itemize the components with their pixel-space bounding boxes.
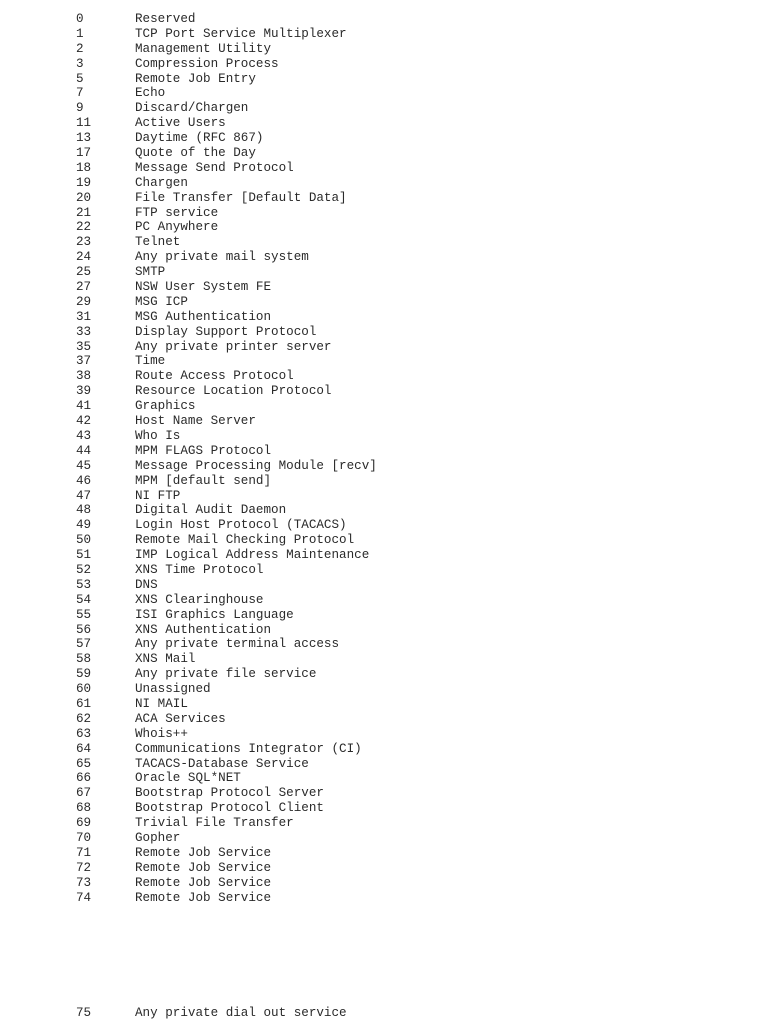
port-row [0,280,768,295]
port-row [0,429,768,444]
port-number: 71 [76,845,92,860]
port-service: XNS Mail [135,652,196,667]
port-number: 9 [76,101,84,116]
port-row [0,354,768,369]
port-row [0,161,768,176]
port-service: Any private mail system [135,250,309,265]
port-row [0,771,768,786]
port-number: 43 [76,428,92,443]
port-row [0,206,768,221]
port-row [0,682,768,697]
port-service: Remote Job Service [135,860,272,875]
port-number: 53 [76,577,92,592]
port-row [0,757,768,772]
port-service: Remote Mail Checking Protocol [135,533,355,548]
port-service: Remote Job Service [135,875,272,890]
port-row [0,220,768,235]
port-row-last [0,1006,768,1021]
port-service: FTP service [135,205,219,220]
port-number: 65 [76,756,92,771]
port-service: MPM FLAGS Protocol [135,443,272,458]
port-number: 47 [76,488,92,503]
port-number: 55 [76,607,92,622]
port-number: 74 [76,890,92,905]
port-service: XNS Authentication [135,622,272,637]
port-service: Route Access Protocol [135,369,294,384]
port-row [0,265,768,280]
port-number: 45 [76,458,92,473]
port-service: TACACS-Database Service [135,756,309,771]
port-service: Bootstrap Protocol Client [135,801,324,816]
port-number: 46 [76,473,92,488]
port-number: 21 [76,205,92,220]
port-number: 67 [76,786,92,801]
port-service: Who Is [135,428,181,443]
port-row [0,801,768,816]
port-number: 50 [76,533,92,548]
port-number: 75 [76,1006,92,1020]
port-row [0,816,768,831]
port-row [0,548,768,563]
port-row [0,250,768,265]
port-service: Compression Process [135,56,279,71]
port-number: 59 [76,667,92,682]
port-service: MPM [default send] [135,473,272,488]
port-service: MSG ICP [135,294,188,309]
port-row [0,667,768,682]
port-number: 18 [76,160,92,175]
port-row [0,146,768,161]
port-list [0,12,768,905]
port-number: 22 [76,220,92,235]
port-service: Oracle SQL*NET [135,771,241,786]
port-number: 66 [76,771,92,786]
port-number: 17 [76,146,92,161]
port-number: 54 [76,592,92,607]
port-service: Telnet [135,235,181,250]
port-service: DNS [135,577,158,592]
port-number: 23 [76,235,92,250]
port-service: Resource Location Protocol [135,384,332,399]
port-service: Any private terminal access [135,637,340,652]
port-row [0,101,768,116]
port-number: 25 [76,265,92,280]
port-row [0,697,768,712]
port-number: 56 [76,622,92,637]
port-service: Message Processing Module [recv] [135,458,377,473]
port-row [0,459,768,474]
port-service: XNS Time Protocol [135,562,264,577]
port-row [0,712,768,727]
port-service: PC Anywhere [135,220,219,235]
port-service: Trivial File Transfer [135,816,294,831]
port-row [0,637,768,652]
port-row [0,518,768,533]
port-number: 70 [76,830,92,845]
port-service: ACA Services [135,711,226,726]
port-service: Remote Job Service [135,845,272,860]
port-row [0,72,768,87]
port-number: 61 [76,696,92,711]
port-number: 24 [76,250,92,265]
port-row [0,325,768,340]
port-number: 29 [76,294,92,309]
port-service: MSG Authentication [135,309,272,324]
port-row [0,533,768,548]
port-row [0,27,768,42]
port-service: Graphics [135,399,196,414]
port-service: Any private dial out service [135,1006,347,1020]
port-number: 38 [76,369,92,384]
port-service: Time [135,354,166,369]
port-number: 60 [76,682,92,697]
port-number: 39 [76,384,92,399]
port-service: Echo [135,86,166,101]
port-row [0,563,768,578]
port-service: Reserved [135,12,196,26]
port-row [0,414,768,429]
port-row [0,42,768,57]
port-row [0,846,768,861]
port-number: 41 [76,399,92,414]
port-number: 0 [76,12,84,26]
port-service: Any private printer server [135,339,332,354]
port-row [0,384,768,399]
port-row [0,503,768,518]
port-number: 19 [76,175,92,190]
port-service: Display Support Protocol [135,324,317,339]
port-service: Unassigned [135,682,211,697]
port-service: Active Users [135,116,226,131]
port-row [0,444,768,459]
port-service: TCP Port Service Multiplexer [135,26,347,41]
port-number: 31 [76,309,92,324]
port-number: 49 [76,518,92,533]
port-number: 52 [76,562,92,577]
port-number: 64 [76,741,92,756]
port-number: 44 [76,443,92,458]
port-number: 2 [76,41,84,56]
port-number: 62 [76,711,92,726]
port-row [0,727,768,742]
port-service: ISI Graphics Language [135,607,294,622]
port-number: 27 [76,280,92,295]
port-number: 37 [76,354,92,369]
port-number: 13 [76,131,92,146]
port-row [0,116,768,131]
port-row [0,399,768,414]
port-service: Gopher [135,830,181,845]
port-row [0,786,768,801]
port-service: Chargen [135,175,188,190]
port-service: Message Send Protocol [135,160,294,175]
port-row [0,295,768,310]
port-number: 63 [76,726,92,741]
port-service: NI FTP [135,488,181,503]
port-service: NI MAIL [135,696,188,711]
port-number: 33 [76,324,92,339]
port-service: Login Host Protocol (TACACS) [135,518,347,533]
port-service: File Transfer [Default Data] [135,190,347,205]
port-service: Digital Audit Daemon [135,503,287,518]
port-row [0,474,768,489]
port-row [0,876,768,891]
port-row [0,861,768,876]
port-number: 20 [76,190,92,205]
port-number: 35 [76,339,92,354]
port-row [0,578,768,593]
port-row [0,369,768,384]
port-service: XNS Clearinghouse [135,592,264,607]
port-service: Quote of the Day [135,146,256,161]
port-row [0,57,768,72]
port-service: Daytime (RFC 867) [135,131,264,146]
port-service: Remote Job Entry [135,71,256,86]
port-number: 58 [76,652,92,667]
port-row [0,608,768,623]
port-service: Management Utility [135,41,272,56]
port-number: 68 [76,801,92,816]
port-number: 57 [76,637,92,652]
port-service: Host Name Server [135,414,256,429]
port-row [0,191,768,206]
port-row [0,340,768,355]
port-number: 7 [76,86,84,101]
port-number: 11 [76,116,92,131]
port-service: Whois++ [135,726,188,741]
port-number: 3 [76,56,84,71]
port-service: Discard/Chargen [135,101,249,116]
port-service: NSW User System FE [135,280,272,295]
port-row [0,310,768,325]
port-row [0,831,768,846]
port-row [0,489,768,504]
port-number: 48 [76,503,92,518]
port-number: 5 [76,71,84,86]
port-row [0,891,768,906]
port-number: 72 [76,860,92,875]
port-number: 42 [76,414,92,429]
port-row [0,176,768,191]
port-number: 51 [76,548,92,563]
port-service: Any private file service [135,667,317,682]
port-row [0,652,768,667]
port-row [0,86,768,101]
port-number: 69 [76,816,92,831]
port-row [0,742,768,757]
port-service: Communications Integrator (CI) [135,741,362,756]
port-row [0,623,768,638]
port-service: IMP Logical Address Maintenance [135,548,370,563]
port-row [0,593,768,608]
port-number: 73 [76,875,92,890]
port-service: Remote Job Service [135,890,272,905]
port-row [0,12,768,27]
port-row [0,235,768,250]
port-number: 1 [76,26,84,41]
port-service: SMTP [135,265,166,280]
port-row [0,131,768,146]
port-service: Bootstrap Protocol Server [135,786,324,801]
